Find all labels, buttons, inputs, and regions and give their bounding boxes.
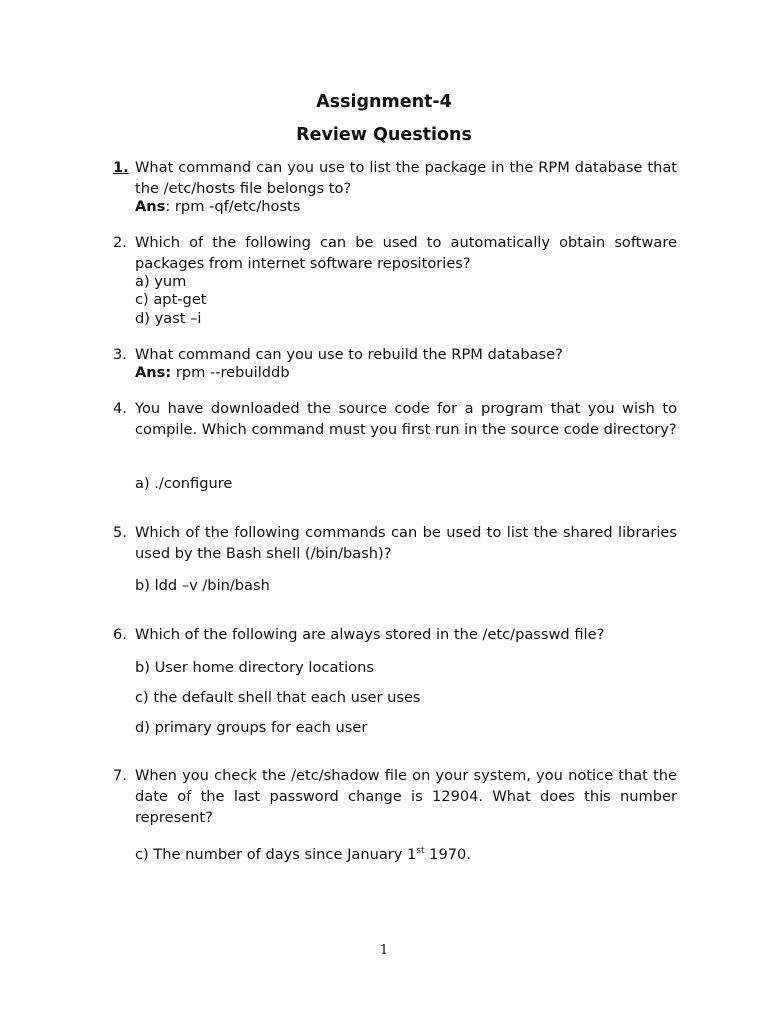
option: c) the default shell that each user uses	[135, 689, 421, 706]
answer-text: rpm -qf/etc/hosts	[170, 198, 301, 215]
option: c) apt-get	[135, 291, 207, 308]
answer-text: rpm --rebuilddb	[171, 364, 290, 381]
answer-3	[135, 364, 290, 383]
option: a) yum	[135, 273, 187, 290]
question-text: What command can you use to list the package in the RPM database that the /etc/hosts file belongs to?	[135, 159, 677, 197]
ordinal-suffix: st	[416, 846, 425, 856]
question-number: 6.	[113, 626, 127, 643]
answer-7	[135, 842, 471, 864]
question-number: 7.	[113, 767, 127, 784]
page-number: 1	[379, 943, 389, 958]
answer-year: 1970.	[424, 845, 471, 863]
answer-text: c) The number of days since January 1	[135, 845, 417, 863]
question-number: 2.	[113, 234, 127, 251]
question-number: 1.	[113, 159, 129, 176]
option: d) primary groups for each user	[135, 719, 368, 736]
question-1	[113, 157, 677, 199]
question-text: What command can you use to rebuild the RPM database?	[135, 346, 563, 363]
question-text: Which of the following can be used to automatically obtain software packages from internet software repositories?	[135, 234, 677, 272]
option: b) User home directory locations	[135, 659, 374, 676]
page-subtitle: Review Questions	[296, 125, 472, 145]
question-number: 4.	[113, 400, 127, 417]
question-2	[113, 232, 677, 274]
answer-label: Ans	[135, 198, 166, 215]
option: d) yast –i	[135, 310, 202, 327]
question-number: 3.	[113, 346, 127, 363]
question-6	[113, 624, 677, 645]
question-text: Which of the following are always stored in the /etc/passwd file?	[135, 626, 605, 643]
question-7	[113, 765, 677, 828]
option: b) ldd –v /bin/bash	[135, 577, 270, 594]
answer-1	[135, 198, 300, 217]
question-text: Which of the following commands can be used to list the shared libraries used by the Bash shell (/bin/bash)?	[135, 524, 677, 562]
question-3	[113, 344, 677, 365]
option: a) ./configure	[135, 475, 233, 492]
question-4	[113, 398, 677, 440]
question-text: When you check the /etc/shadow file on your system, you notice that the date of the last password change is 12904. What does this number represent?	[135, 767, 677, 826]
answer-label: Ans:	[135, 364, 172, 381]
question-number: 5.	[113, 524, 127, 541]
question-text: You have downloaded the source code for a program that you wish to compile. Which command must you first run in the source code directory?	[135, 400, 677, 438]
question-5	[113, 522, 677, 564]
page-title: Assignment-4	[316, 92, 452, 112]
answer-separator: :	[165, 198, 171, 215]
